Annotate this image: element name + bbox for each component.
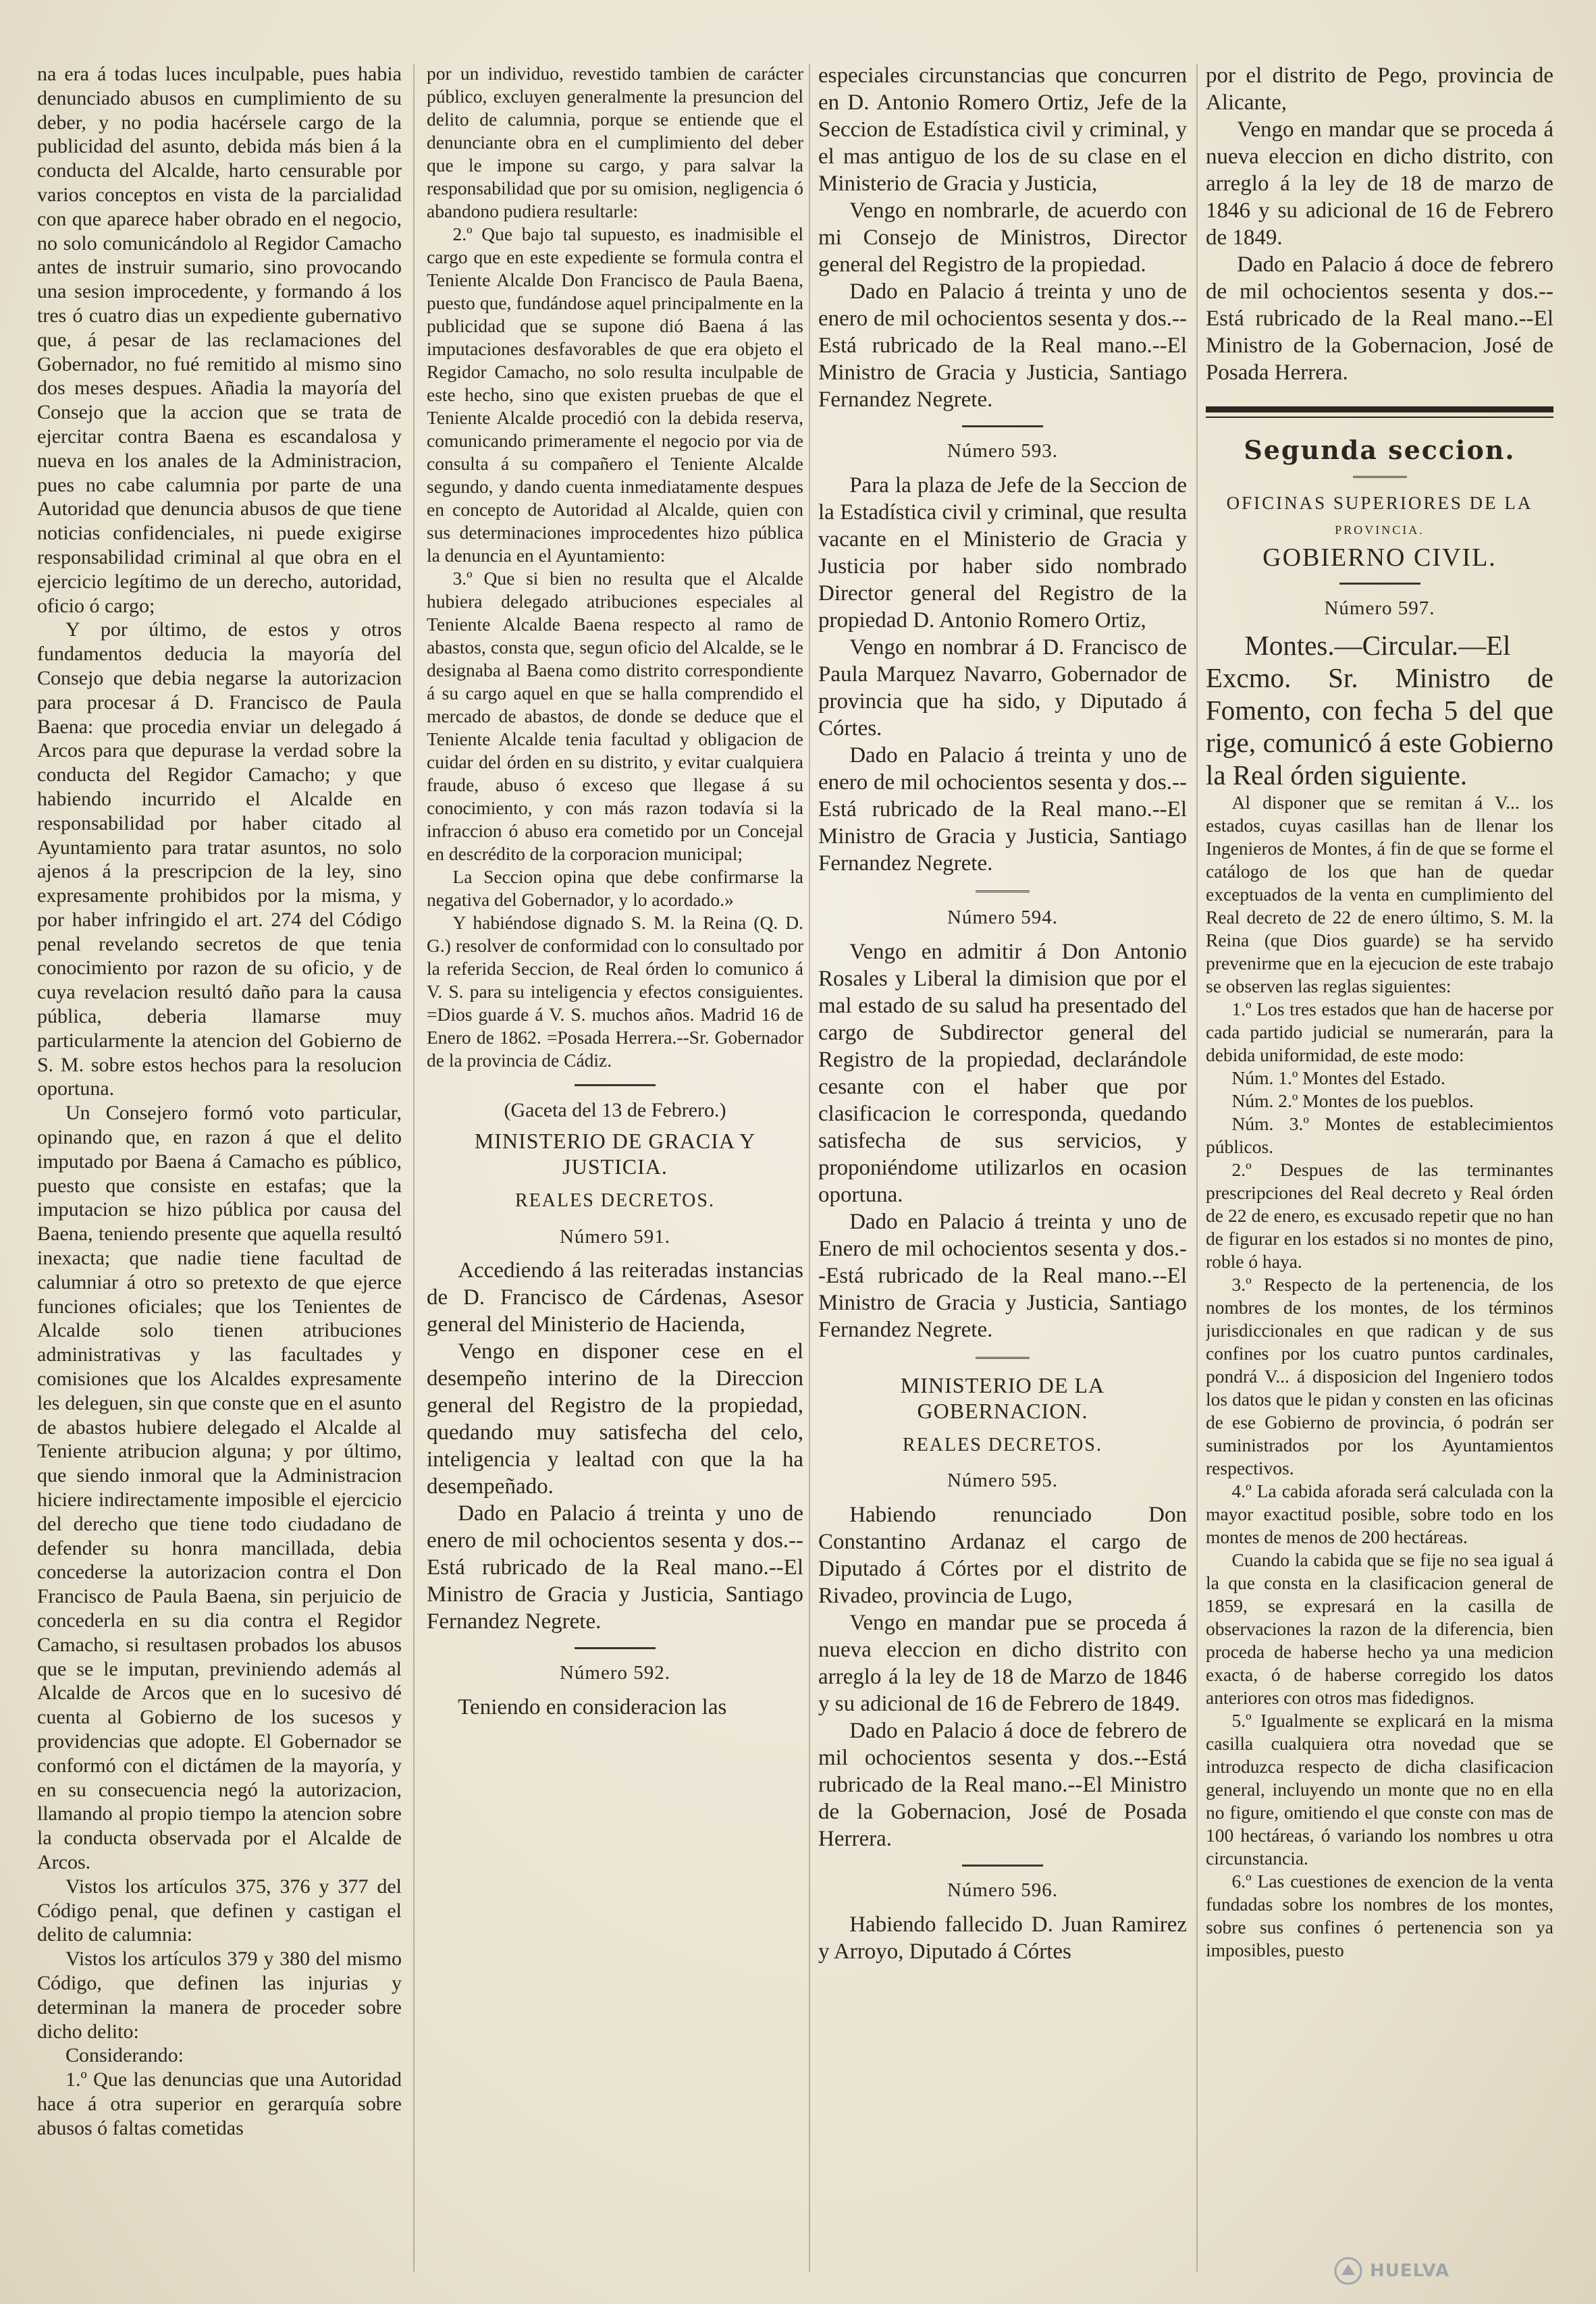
article-paragraph: 5.º Igualmente se explicará en la misma casilla cualquiera otra novedad que se introduzca respecto de dicha clasificacion general, incluyendo un monte que no en ella no figure, omitiendo el que conste con mas de 100 hectáreas, ó variando los nombres u otra circunstancia. <box>1206 1709 1553 1869</box>
decree-number: Número 595. <box>947 1470 1059 1492</box>
section-divider <box>1206 406 1553 412</box>
decree-heading: REALES DECRETOS. <box>515 1189 715 1211</box>
section-divider <box>1206 417 1553 418</box>
article-paragraph: Vengo en nombrar á D. Francisco de Paula Marquez Navarro, Gobernador de provincia que ha sido, y Diputado á Córtes. <box>818 635 1187 741</box>
article-paragraph: Dado en Palacio á doce de febrero de mil ochocientos sesenta y dos.--Está rubricado de la Real mano.--El Ministro de la Gobernacion, José de Posada Herrera. <box>818 1719 1187 1852</box>
article-paragraph: Vistos los artículos 375, 376 y 377 del Código penal, que definen y castigan el delito de calumnia: <box>37 1875 402 1946</box>
article-paragraph: Dado en Palacio á doce de febrero de mil ochocientos sesenta y dos.--Está rubricado de la Real mano.--El Ministro de la Gobernacion, José de Posada Herrera. <box>1206 252 1553 385</box>
section-divider <box>575 1084 656 1086</box>
column-3 <box>818 62 1187 2290</box>
article-paragraph: Vengo en disponer cese en el desempeño interino de la Direccion general del Registro de la propiedad, quedando muy satisfecha del celo, inteligencia y lealtad con que la ha desempeñado. <box>427 1339 803 1499</box>
article-paragraph: 3.º Respecto de la pertenencia, de los nombres de los montes, de los términos jurisdiccionales en que radican y de sus confines por los cuatro puntos cardinales, pondrá V... á disposicion del Ingeniero todos los datos que le pidan y consten en las oficinas de ese Gobierno de provincia, ó podrán ser suministrados por los Ayuntamientos respectivos. <box>1206 1273 1553 1478</box>
article-paragraph: Teniendo en consideracion las <box>458 1695 727 1720</box>
article-paragraph: 2.º Que bajo tal supuesto, es inadmisible el cargo que en este expediente se formula contra el Teniente Alcalde Don Francisco de Paula Baena, puesto que, fundándose aquel principalmente en la publicidad que se supone dió Baena á las imputaciones desfavorables de que era objeto el Regidor Camacho, no solo resulta inculpable de este hecho, sino que existen pruebas de que el Teniente Alcalde procedió con la debida reserva, comunicando primeramente el negocio por via de consulta á su compañero el Teniente Alcalde segundo, y dando cuenta inmediatamente despues en concepto de Autoridad al Alcalde, quien con sus determinaciones improcedentes hizo pública la denuncia en el Ayuntamiento: <box>427 223 803 566</box>
decree-number: Número 593. <box>947 440 1059 462</box>
article-paragraph: Dado en Palacio á treinta y uno de enero de mil ochocientos sesenta y dos.--Está rubricado de la Real mano.--El Ministro de Gracia y Justicia, Santiago Fernandez Negrete. <box>427 1501 803 1634</box>
article-paragraph: Accediendo á las reiteradas instancias de D. Francisco de Cárdenas, Asesor general del Ministerio de Hacienda, <box>427 1258 803 1337</box>
decree-number: Número 597. <box>1324 597 1435 620</box>
article-paragraph: Para la plaza de Jefe de la Seccion de la Estadística civil y criminal, que resulta vacante en el Ministerio de Gracia y Justicia por haber sido nombrado Director general del Registro de la propiedad D. Antonio Romero Ortiz, <box>818 473 1187 633</box>
decree-heading: REALES DECRETOS. <box>903 1434 1102 1455</box>
article-paragraph: Habiendo renunciado Don Constantino Ardanaz el cargo de Diputado á Córtes por el distrito de Rivadeo, provincia de Lugo, <box>818 1503 1187 1609</box>
article-paragraph: 1.º Que las denuncias que una Autoridad hace á otra superior en gerarquía sobre abusos ó faltas cometidas <box>37 2068 402 2139</box>
article-paragraph: Dado en Palacio á treinta y uno de Enero de mil ochocientos sesenta y dos.--Está rubricado de la Real mano.--El Ministro de Gracia y Justicia, Santiago Fernandez Negrete. <box>818 1209 1187 1342</box>
province-subheading: PROVINCIA. <box>1335 523 1425 537</box>
article-paragraph: Dado en Palacio á treinta y uno de enero de mil ochocientos sesenta y dos.--Está rubricado de la Real mano.--El Ministro de Gracia y Justicia, Santiago Fernandez Negrete. <box>818 743 1187 876</box>
article-paragraph: Vengo en mandar que se proceda á nueva eleccion en dicho distrito, con arreglo á la ley de 18 de marzo de 1846 y su adicional de 16 de Febrero de 1849. <box>1206 117 1553 250</box>
article-paragraph: La Seccion opina que debe confirmarse la negativa del Gobernador, y lo acordado.» <box>427 866 803 910</box>
ministry-heading: MINISTERIO DE GRACIA Y JUSTICIA. <box>474 1128 756 1179</box>
column-1 <box>37 62 402 2290</box>
article-paragraph: 6.º Las cuestiones de exencion de la venta fundadas sobre los nombres de los montes, sobre sus confines ó pertenencia son ya imposibles, puesto <box>1206 1870 1553 1960</box>
section-divider <box>1353 476 1407 478</box>
article-paragraph: Núm. 2.º Montes de los pueblos. <box>1231 1090 1474 1111</box>
article-paragraph: Núm. 1.º Montes del Estado. <box>1231 1067 1445 1088</box>
article-paragraph: Considerando: <box>65 2044 184 2067</box>
section-divider <box>962 1865 1043 1867</box>
article-paragraph: Y habiéndose dignado S. M. la Reina (Q. D. G.) resolver de conformidad con lo consultado por la referida Seccion, de Real órden lo comunico á V. S. para su inteligencia y efectos consiguientes. =Dios guarde á V. S. muchos años. Madrid 16 de Enero de 1862. =Posada Herrera.--Sr. Gobernador de la provincia de Cádiz. <box>427 912 803 1071</box>
article-paragraph: Vengo en admitir á Don Antonio Rosales y Liberal la dimision que por el mal estado de su salud ha presentado del cargo de Subdirector general del Registro de la propiedad, declarándole cesante con el haber que por clasificacion le corresponda, quedando satisfecha de sus servicios, y proponiéndome utilizarlos en ocasion oportuna. <box>818 939 1187 1207</box>
column-divider <box>1196 64 1198 2272</box>
article-paragraph: Y por último, de estos y otros fundamentos deducia la mayoría del Consejo que debia negarse la autorizacion para procesar á D. Francisco de Paula Baena: que procedia enviar un delegado á Arcos para que depurase la verdad sobre la conducta del Regidor Camacho; y que habiendo incurrido el Alcalde en responsabilidad por haber citado al Ayuntamiento para tratar asuntos, no solo ajenos á la prescripcion de la ley, sino expresamente prohibidos por la misma, y por haber infringido el art. 274 del Código penal revelando secretos de que tenia conocimiento por razon de su oficio, y de cuya revelacion resultó daño para la causa pública, deberia llamarse muy particularmente la atencion del Gobierno de S. M. sobre estos hechos para la resolucion oportuna. <box>37 618 402 1100</box>
article-paragraph: 1.º Los tres estados que han de hacerse por cada partido judicial se numerarán, para la debida uniformidad, de este modo: <box>1206 998 1553 1065</box>
gazette-citation: (Gaceta del 13 de Febrero.) <box>504 1099 726 1121</box>
decree-number: Número 594. <box>947 906 1059 928</box>
office-heading: OFICINAS SUPERIORES DE LA <box>1226 492 1533 513</box>
article-paragraph: 3.º Que si bien no resulta que el Alcalde hubiera delegado atribuciones especiales al Teniente Alcalde Baena respecto al ramo de abastos, consta que, segun oficio del Alcalde, se le designaba al Baena como distrito correspondiente á su cargo aquel en que se halla comprendido el mercado de abastos, de donde se deduce que el Teniente Alcalde tenia facultad y obligacion de cuidar del órden en su distrito, y evitar cualquiera fraude, abuso ó exceso que llegase á su conocimiento, y con más razon todavía si la infraccion ó abuso era cometido por un Concejal en descrédito de la corporacion municipal; <box>427 568 803 864</box>
section-divider <box>976 1357 1030 1359</box>
section-title: Segunda seccion. <box>1244 435 1516 465</box>
article-paragraph: Vistos los artículos 379 y 380 del mismo Código, que definen las injurias y determinan la manera de proceder sobre dicho delito: <box>37 1948 402 2043</box>
decree-number: Número 596. <box>947 1879 1059 1902</box>
article-paragraph: Vengo en mandar pue se proceda á nueva eleccion en dicho distrito con arreglo á la ley de 18 de Marzo de 1846 y su adicional de 16 de Febrero de 1849. <box>818 1611 1187 1717</box>
watermark-text: HUELVA <box>1370 2261 1450 2281</box>
article-paragraph: Habiendo fallecido D. Juan Ramirez y Arroyo, Diputado á Córtes <box>818 1912 1187 1964</box>
section-divider <box>1339 583 1420 585</box>
article-paragraph: na era á todas luces inculpable, pues habia denunciado abusos en cumplimiento de su deber, y no podia hacérsele cargo de la publicidad del asunto, debida más bien á la conducta del Alcalde, harto censurable por varios conceptos en vista de la parcialidad con que aparece haber obrado en el negocio, no solo comunicándolo al Regidor Camacho antes de instruir sumario, sino provocando una sesion improcedente, y formando á los tres ó cuatro dias un expediente gubernativo que, á pesar de las reclamaciones del Gobernador, no fué remitido al mismo sino dos meses despues. Añadia la mayoría del Consejo que la accion que se trata de ejercitar contra Baena es escandalosa y nueva en los anales de la Administracion, pues no cabe calumnia por parte de una Autoridad que denuncia abusos de que tiene noticias confidenciales, ni puede exigirse responsabilidad criminal al que obra en el ejercicio legítimo de un derecho, autoridad, oficio ó cargo; <box>37 63 402 617</box>
article-paragraph: Al disponer que se remitan á V... los estados, cuyas casillas han de llenar los Ingenieros de Montes, á fin de que se forme el catálogo de los que han de quedar exceptuados de la venta en cumplimiento del Real decreto de 22 de enero último, S. M. la Reina (que Dios guarde) se ha servido prevenirme que en la ejecucion de este trabajo se observen las reglas siguientes: <box>1206 791 1553 996</box>
article-paragraph: Núm. 3.º Montes de establecimientos públicos. <box>1206 1113 1553 1157</box>
column-2 <box>427 62 803 2290</box>
decree-number: Número 592. <box>559 1662 671 1684</box>
article-paragraph: especiales circunstancias que concurren en D. Antonio Romero Ortiz, Jefe de la Seccion de Estadística civil y criminal, y el mas antiguo de los de su clase en el Ministerio de Gracia y Justicia, <box>818 63 1187 196</box>
government-heading: GOBIERNO CIVIL. <box>1262 543 1497 572</box>
column-divider <box>809 64 810 2272</box>
article-paragraph: Montes.—Circular.—El Excmo. Sr. Ministro de Fomento, con fecha 5 del que rige, comunicó á este Gobierno la Real órden siguiente. <box>1206 629 1553 791</box>
ministry-heading: MINISTERIO DE LA GOBERNACION. <box>900 1372 1105 1423</box>
section-divider <box>962 425 1043 427</box>
archive-watermark <box>1333 2255 1536 2287</box>
article-paragraph: Cuando la cabida que se fije no sea igual á la que consta en la clasificacion general de 1859, se expresará en la casilla de observaciones la razon de la diferencia, bien proceda de haberse hecho ya una medicion exacta, ó de haberse corregido los datos anteriores con otros mas fidedignos. <box>1206 1549 1553 1708</box>
section-divider <box>976 890 1030 892</box>
article-paragraph: 4.º La cabida aforada será calculada con la mayor exactitud posible, sobre todo en los montes de menos de 200 hectáreas. <box>1206 1480 1553 1547</box>
article-paragraph: 2.º Despues de las terminantes prescripciones del Real decreto y Real órden de 22 de enero, es excusado repetir que no han de figurar en los estados si no montes de pino, roble ó haya. <box>1206 1158 1553 1272</box>
article-paragraph: Dado en Palacio á treinta y uno de enero de mil ochocientos sesenta y dos.--Está rubricado de la Real mano.--El Ministro de Gracia y Justicia, Santiago Fernandez Negrete. <box>818 279 1187 412</box>
decree-number: Número 591. <box>559 1225 671 1248</box>
column-divider <box>413 64 415 2272</box>
article-paragraph: por el distrito de Pego, provincia de Alicante, <box>1206 63 1553 115</box>
article-paragraph: Vengo en nombrarle, de acuerdo con mi Consejo de Ministros, Director general del Registro de la propiedad. <box>818 198 1187 277</box>
column-4 <box>1206 62 1553 2290</box>
article-paragraph: Un Consejero formó voto particular, opinando que, en razon á que el delito imputado por Baena á Camacho es público, puesto que consiste en estafas; que la imputacion se hizo pública por causa del Baena, teniendo presente que aquella resultó inexacta; que nadie tiene facultad de calumniar á otro so pretexto de que ejerce funciones oficiales; que los Tenientes de Alcalde solo tienen atribuciones administrativas y las facultades y comisiones que los Alcaldes expresamente les deleguen, sin que conste que en el asunto de abastos hubiere delegado el Alcalde al Teniente atribucion alguna; y por último, que siendo inmoral que la Administracion hiciere indirectamente imposible el ejercicio del derecho que tiene todo ciudadano de defender su honra mancillada, debia concederse la autorizacion contra el Don Francisco de Paula Baena, sin perjuicio de concederla en su dia contra el Regidor Camacho, si resultasen probados los abusos que se le imputan, previniendo además al Alcalde de Arcos que en lo sucesivo dé cuenta al Gobierno de los sucesos y providencias que adopte. El Gobernador se conformó con el dictámen de la mayoría, y en su consecuencia negó la autorizacion, llamando al propio tiempo la atencion sobre la conducta observada por el Alcalde de Arcos. <box>37 1102 402 1873</box>
library-seal-icon <box>1333 2256 1363 2286</box>
section-divider <box>575 1647 656 1649</box>
article-paragraph: por un individuo, revestido tambien de carácter público, excluyen generalmente la presuncion del delito de calumnia, porque se entiende que el denunciante obra en el cumplimiento del deber que le impone su cargo, y para salvar la responsabilidad que por su omision, negligencia ó abandono pudiera resultarle: <box>427 63 803 221</box>
